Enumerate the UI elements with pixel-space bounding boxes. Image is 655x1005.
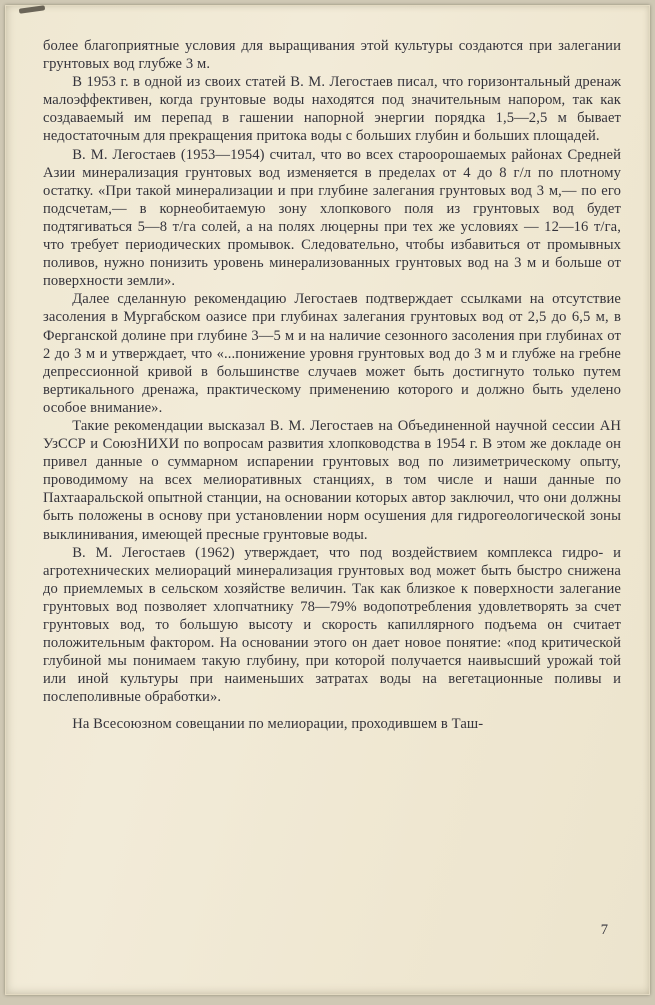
paragraph: Далее сделанную рекомендацию Легостаев подтверждает ссылками на отсутствие засоления в Мургабском оазисе при глубинах залегания грунтовых вод от 2,5 до 6,5 м, в Ферганской долине при глубине 3—5 м и на наличие сезонного засоления при глубинах от 2 до 3 м и утверждает, что «...понижение уровня грунтовых вод до 3 м и глубже на гребне депрессионной кривой в большинстве случаев может быть достигнуто только путем вертикального дренажа, практическому применению которого и должно быть уделено особое внимание». [43, 291, 621, 416]
paragraph: В 1953 г. в одной из своих статей В. М. Легостаев писал, что горизонтальный дренаж малоэффективен, когда грунтовые воды находятся под значительным напором, так как создаваемый им перепад в гашении напорной энергии порядка 1,5—2,5 м бывает недостаточным для прекращения притока воды с больших глубин и больших площадей. [43, 74, 621, 145]
paragraph: На Всесоюзном совещании по мелиорации, проходившем в Таш- [72, 716, 484, 733]
paragraph: В. М. Легостаев (1953—1954) считал, что во всех староорошаемых районах Средней Азии минерализация грунтовых вод изменяется в пределах от 4 до 8 г/л по плотному остатку. «При такой минерализации и при глубине залегания грунтовых вод 3 м,— по его подсчетам,— в корнеобитаемую зону хлопкового поля из грунтовых вод будет подтягиваться 5—8 т/га солей, а на полях люцерны при тех же условиях — 12—16 т/га, что требует периодических промывок. Следовательно, чтобы избавиться от промывных поливов, нужно понизить уровень минерализованных грунтовых вод на 3 м и больше от поверхности земли». [43, 146, 621, 290]
paragraph: В. М. Легостаев (1962) утверждает, что под воздействием комплекса гидро- и агротехнических мелиораций минерализация грунтовых вод может быть быстро снижена до приемлемых в сельском хозяйстве величин. Так как близкое к поверхности залегание грунтовых вод позволяет хлопчатнику 78—79% водопотребления удовлетворять за счет грунтовых вод, то большую высоту и скорость капиллярного подъема он считает положительным фактором. На основании этого он дает новое понятие: «под критической глубиной мы понимаем такую глубину, при которой получается наивысший урожай той или иной культуры при наименьших затратах воды на вегетационные поливы и послеполивные обработки». [43, 544, 621, 706]
paragraph: Такие рекомендации высказал В. М. Легостаев на Объединенной научной сессии АН УзССР и СоюзНИХИ по вопросам развития хлопководства в 1954 г. В этом же докладе он привел данные о суммарном испарении грунтовых вод по лизиметрическому опыту, проводимому на всех мелиоративных станциях, в том числе и наши данные по Пахтааральской опытной станции, на основании которых автор заключил, что они должны быть положены в основу при установлении норм осушения для гидрогеологической зоны выклинивания, имеющей пресные грунтовые воды. [43, 417, 621, 543]
body-text [43, 37, 621, 734]
scanned-book-page [5, 5, 650, 995]
scan-edge-artifact [19, 5, 45, 14]
paragraph: более благоприятные условия для выращивания этой культуры создаются при залегании грунтовых вод глубже 3 м. [43, 38, 621, 73]
page-number: 7 [600, 922, 608, 938]
